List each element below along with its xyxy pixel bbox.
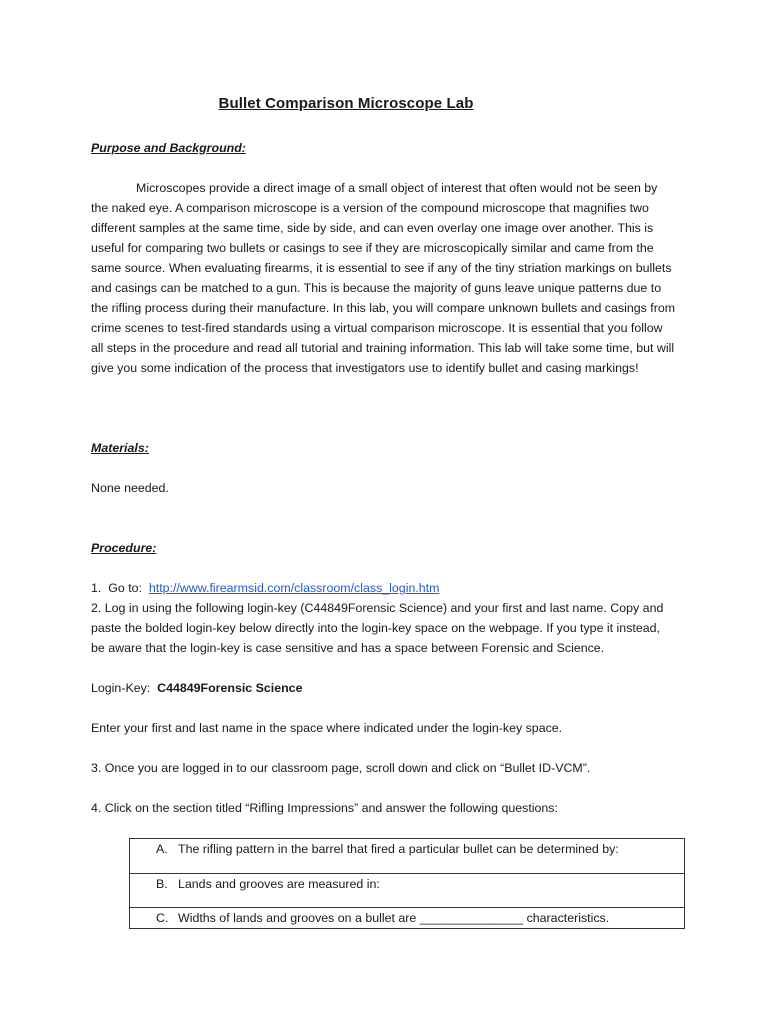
question-cell[interactable] xyxy=(130,908,685,929)
question-letter: C. xyxy=(156,911,169,925)
question-row xyxy=(130,874,685,908)
questions-table xyxy=(129,838,685,929)
purpose-heading: Purpose and Background: xyxy=(91,141,246,155)
step-2: 2. Log in using the following login-key (C44849Forensic Science) and your first and last name. Copy and paste the bolded login-key below directly into the login-key space on the webpage. If you type it instead, be aware that the login-key is case sensitive and has a space between Forensic and Science. xyxy=(91,601,664,655)
step-4: 4. Click on the section titled “Rifling Impressions” and answer the following questions: xyxy=(91,801,558,815)
login-key-line xyxy=(91,678,676,698)
materials-text: None needed. xyxy=(91,481,169,495)
login-key-label: Login-Key: xyxy=(91,681,158,695)
procedure-heading: Procedure: xyxy=(91,541,157,555)
question-text: Lands and grooves are measured in: xyxy=(178,877,380,891)
purpose-paragraph: Microscopes provide a direct image of a small object of interest that often would not be seen by the naked eye. A comparison microscope is a version of the compound microscope that magnifies two different samples at the same time, side by side, and can even overlay one image over another. This is useful for comparing two bullets or casings to see if they are microscopically similar and came from the same source. When evaluating firearms, it is essential to see if any of the tiny striation markings on bullets and casings can be matched to a gun. This is because the majority of guns leave unique patterns due to the rifling process during their manufacture. In this lab, you will compare unknown bullets and casings from crime scenes to test-fired standards using a virtual comparison microscope. It is essential that you follow all steps in the procedure and read all tutorial and training information. This lab will take some time, but will give you some indication of the process that investigators use to identify bullet and casing markings! xyxy=(91,181,676,375)
step-1-prefix: 1. Go to: xyxy=(91,581,149,595)
question-row xyxy=(130,839,685,874)
question-letter: A. xyxy=(156,842,168,856)
enter-name-instruction: Enter your first and last name in the space where indicated under the login-key space. xyxy=(91,721,563,735)
question-cell[interactable] xyxy=(130,839,685,874)
question-row xyxy=(130,908,685,929)
question-text: The rifling pattern in the barrel that fired a particular bullet can be determined by: xyxy=(178,842,619,856)
step-1 xyxy=(91,578,676,598)
page-title: Bullet Comparison Microscope Lab xyxy=(218,95,474,112)
question-letter: B. xyxy=(156,877,168,891)
classroom-login-link[interactable]: http://www.firearmsid.com/classroom/class_login.htm xyxy=(148,581,440,595)
question-text: Widths of lands and grooves on a bullet are _______________ characteristics. xyxy=(178,911,610,925)
login-key-value: C44849Forensic Science xyxy=(157,681,303,695)
step-3: 3. Once you are logged in to our classroom page, scroll down and click on “Bullet ID-VCM”. xyxy=(91,761,591,775)
materials-heading: Materials: xyxy=(91,441,149,455)
question-cell[interactable] xyxy=(130,874,685,908)
